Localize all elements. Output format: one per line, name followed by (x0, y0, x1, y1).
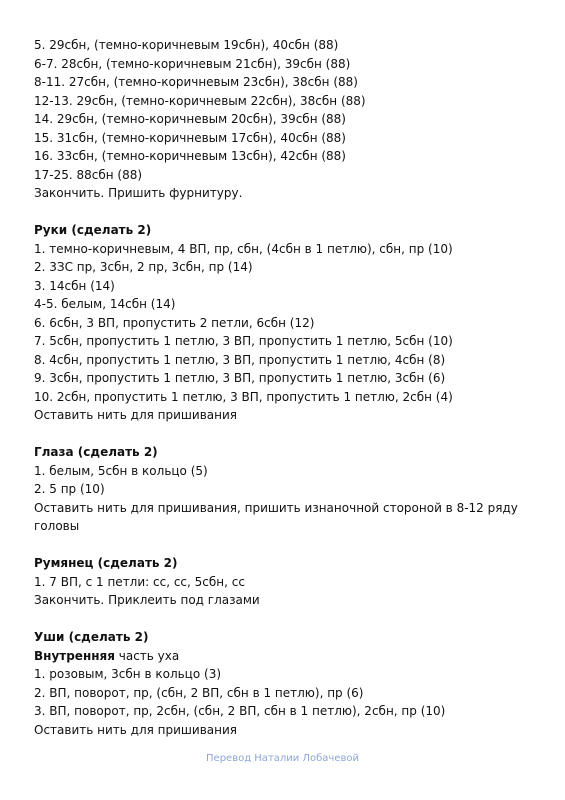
arms-heading: Руки (сделать 2) (34, 223, 152, 237)
arms-row-7: 7. 5сбн, пропустить 1 петлю, 3 ВП, пропустить 1 петлю, 5сбн (10) (34, 334, 453, 348)
eyes-section (34, 443, 545, 536)
translator-credit: Перевод Наталии Лобачевой (206, 753, 359, 764)
blush-section (34, 554, 545, 610)
body-row-15: 15. 31сбн, (темно-коричневым 17сбн), 40сбн (88) (34, 130, 346, 145)
arms-row-10: 10. 2сбн, пропустить 1 петлю, 3 ВП, пропустить 1 петлю, 2сбн (4) (34, 389, 453, 404)
body-row-5: 5. 29сбн, (темно-коричневым 19сбн), 40сбн (88) (34, 38, 339, 52)
arms-row-9: 9. 3сбн, пропустить 1 петлю, 3 ВП, пропустить 1 петлю, 3сбн (6) (34, 371, 446, 385)
ears-row-1: 1. розовым, 3сбн в кольцо (3) (34, 667, 222, 681)
blush-row-1: 1. 7 ВП, с 1 петли: сс, сс, 5сбн, сс (34, 574, 245, 589)
body-row-17-25: 17-25. 88сбн (88) (34, 167, 143, 182)
eyes-heading: Глаза (сделать 2) (34, 445, 158, 459)
eyes-finish-note: Оставить нить для пришивания, пришить изнаночной стороной в 8-12 ряду головы (34, 500, 518, 533)
ears-subheading (34, 647, 545, 666)
body-section (34, 36, 545, 203)
arms-row-8: 8. 4сбн, пропустить 1 петлю, 3 ВП, пропустить 1 петлю, 4сбн (8) (34, 352, 446, 367)
ears-section (34, 628, 545, 739)
ears-row-3: 3. ВП, поворот, пр, 2сбн, (сбн, 2 ВП, сбн в 1 петлю), 2сбн, пр (10) (34, 704, 446, 718)
body-row-6-7: 6-7. 28сбн, (темно-коричневым 21сбн), 39сбн (88) (34, 56, 351, 71)
arms-row-2: 2. 3ЗС пр, 3сбн, 2 пр, 3сбн, пр (14) (34, 260, 253, 274)
ears-subheading-rest: часть уха (114, 648, 180, 663)
blush-finish-note: Закончить. Приклеить под глазами (34, 593, 260, 607)
body-row-14: 14. 29сбн, (темно-коричневым 20сбн), 39сбн (88) (34, 112, 346, 126)
eyes-row-2: 2. 5 пр (10) (34, 482, 105, 496)
arms-finish-note: Оставить нить для пришивания (34, 408, 237, 422)
arms-row-3: 3. 14сбн (14) (34, 278, 115, 293)
ears-subheading-bold: Внутренняя (34, 648, 115, 663)
arms-row-4-5: 4-5. белым, 14сбн (14) (34, 297, 176, 311)
body-row-12-13: 12-13. 29сбн, (темно-коричневым 22сбн), 38сбн (88) (34, 93, 366, 108)
arms-row-1: 1. темно-коричневым, 4 ВП, пр, сбн, (4сбн в 1 петлю), сбн, пр (10) (34, 241, 453, 256)
pattern-text (34, 36, 545, 739)
arms-row-6: 6. 6сбн, 3 ВП, пропустить 2 петли, 6сбн (12) (34, 315, 315, 330)
ears-row-2: 2. ВП, поворот, пр, (сбн, 2 ВП, сбн в 1 петлю), пр (6) (34, 685, 364, 700)
eyes-row-1: 1. белым, 5сбн в кольцо (5) (34, 463, 208, 478)
blush-heading: Румянец (сделать 2) (34, 556, 178, 570)
ears-finish-note: Оставить нить для пришивания (34, 722, 237, 737)
arms-section (34, 221, 545, 425)
ears-heading: Уши (сделать 2) (34, 630, 149, 644)
body-row-8-11: 8-11. 27сбн, (темно-коричневым 23сбн), 38сбн (88) (34, 75, 358, 89)
body-finish-note: Закончить. Пришить фурнитуру. (34, 186, 243, 200)
body-row-16: 16. 33сбн, (темно-коричневым 13сбн), 42сбн (88) (34, 149, 346, 163)
